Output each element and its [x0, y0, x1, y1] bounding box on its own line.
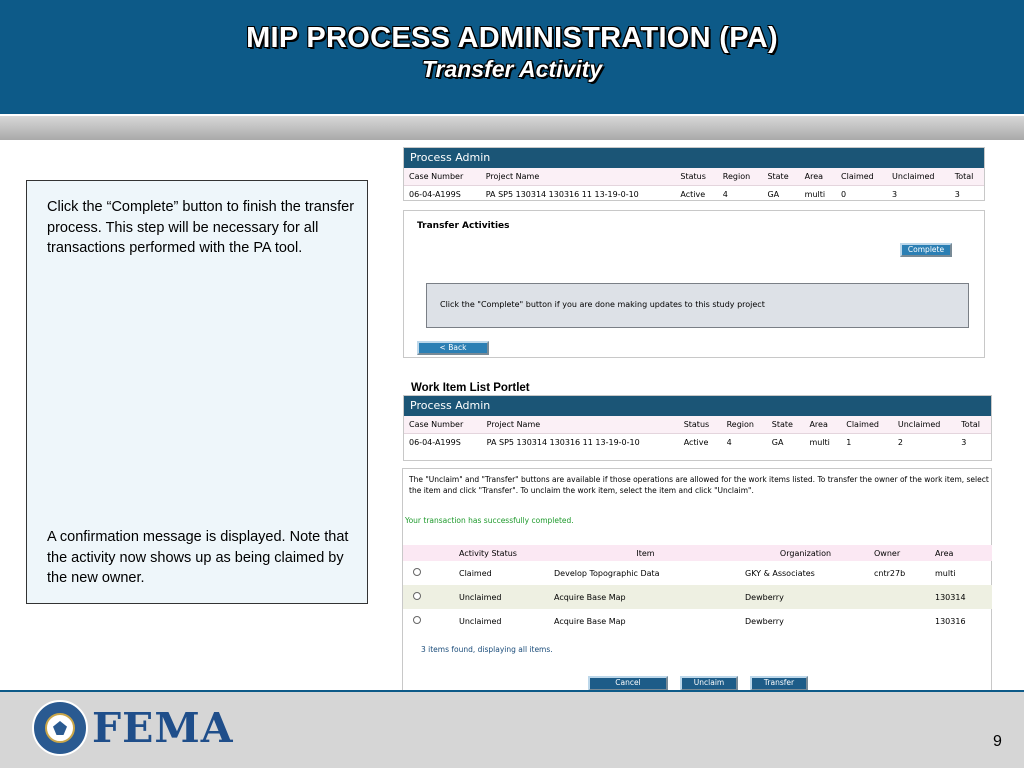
cell-activity-status: Unclaimed	[459, 616, 502, 626]
row-radio[interactable]	[413, 616, 421, 624]
cell-area: 130314	[931, 585, 992, 609]
cell-owner	[870, 609, 931, 633]
cancel-button[interactable]: Cancel	[588, 676, 668, 691]
cell-owner	[870, 585, 931, 609]
cell-claimed: 1	[846, 438, 852, 447]
cell-status: Active	[680, 190, 706, 199]
work-items-header-row	[403, 545, 992, 561]
process-admin-header: Process Admin	[404, 396, 991, 416]
success-message: Your transaction has successfully completed.	[405, 516, 574, 525]
cell-organization: GKY & Associates	[745, 568, 815, 578]
unclaim-button[interactable]: Unclaim	[680, 676, 738, 691]
cell-case-number: 06-04-A199S	[409, 190, 461, 199]
col-total: Total	[956, 416, 991, 434]
cell-total: 3	[961, 438, 967, 447]
slide-subtitle: Transfer Activity	[421, 56, 603, 82]
table-row[interactable]	[403, 609, 992, 633]
col-unclaimed: Unclaimed	[887, 168, 950, 186]
slide-title: MIP PROCESS ADMINISTRATION (PA)	[246, 22, 778, 54]
process-admin-summary-top	[403, 147, 985, 201]
work-item-list	[402, 468, 992, 696]
cell-activity-status: Unclaimed	[455, 585, 550, 609]
col-status: Status	[675, 168, 717, 186]
case-table	[404, 416, 991, 451]
cell-status: Active	[683, 438, 709, 447]
cell-case-number: 06-04-A199S	[409, 438, 461, 447]
cell-unclaimed: 2	[897, 438, 903, 447]
col-owner: Owner	[870, 545, 931, 561]
page-number: 9	[993, 733, 1002, 750]
cell-area: 130316	[935, 616, 966, 626]
case-table-header-row	[404, 168, 984, 186]
col-project-name: Project Name	[482, 416, 679, 434]
cell-item: Acquire Base Map	[550, 585, 741, 609]
instruction-panel	[26, 180, 368, 604]
cell-item: Develop Topographic Data	[554, 568, 660, 578]
instruction-text-confirmation: A confirmation message is displayed. Note that the activity now shows up as being claimed by the new owner.	[47, 529, 349, 586]
footer-divider	[0, 690, 1024, 692]
slide-header	[0, 0, 1024, 114]
instruction-text-complete: Click the “Complete” button to finish the transfer process. This step will be necessary for all transactions performed with the PA tool.	[47, 199, 355, 256]
row-select-cell	[403, 609, 455, 633]
cell-area: multi	[935, 568, 956, 578]
case-table-header-row	[404, 416, 991, 434]
transfer-activities-title: Transfer Activities	[417, 221, 510, 231]
items-found-text: 3 items found, displaying all items.	[421, 645, 553, 654]
col-area: Area	[804, 416, 841, 434]
col-activity-status: Activity Status	[455, 545, 550, 561]
process-admin-header: Process Admin	[404, 148, 984, 168]
col-organization: Organization	[741, 545, 870, 561]
complete-message: Click the "Complete" button if you are done making updates to this study project	[426, 283, 969, 328]
col-region: Region	[718, 168, 763, 186]
portlet-label: Work Item List Portlet	[411, 382, 530, 394]
work-item-instructions: The "Unclaim" and "Transfer" buttons are available if those operations are allowed for the work items listed. To transfer the owner of the work item, select the item and click "Transfer". To unclaim the work item, select the item and click "Unclaim".	[409, 475, 989, 495]
fema-logo: FEMA	[92, 704, 234, 752]
cell-item: Acquire Base Map	[554, 616, 626, 626]
work-items-table	[403, 545, 992, 633]
col-state: State	[767, 416, 805, 434]
col-claimed: Claimed	[836, 168, 887, 186]
cell-claimed: 0	[841, 190, 847, 199]
cell-owner: cntr27b	[874, 568, 906, 578]
cell-project-name: PA SP5 130314 130316 11 13-19-0-10	[486, 438, 640, 447]
row-radio[interactable]	[413, 568, 421, 576]
row-radio[interactable]	[413, 592, 421, 600]
cell-total: 3	[954, 190, 960, 199]
back-button[interactable]: < Back	[417, 341, 489, 355]
cell-area: multi	[804, 190, 826, 199]
col-unclaimed: Unclaimed	[893, 416, 956, 434]
col-status: Status	[679, 416, 722, 434]
col-project-name: Project Name	[481, 168, 676, 186]
col-area: Area	[800, 168, 836, 186]
cell-state: GA	[771, 438, 784, 447]
cell-organization: Dewberry	[745, 616, 784, 626]
process-admin-summary-bottom	[403, 395, 992, 461]
cell-unclaimed: 3	[892, 190, 898, 199]
row-select-cell	[403, 585, 455, 609]
table-row	[404, 186, 984, 204]
transfer-activities-panel	[403, 210, 985, 358]
col-area: Area	[931, 545, 992, 561]
table-row[interactable]	[403, 585, 992, 609]
col-state: State	[762, 168, 799, 186]
cell-region: 4	[722, 190, 728, 199]
cell-area: multi	[809, 438, 830, 447]
col-item: Item	[550, 545, 741, 561]
header-band	[0, 114, 1024, 142]
col-total: Total	[950, 168, 984, 186]
row-select-cell	[403, 561, 455, 585]
col-case-number: Case Number	[404, 416, 482, 434]
transfer-button[interactable]: Transfer	[750, 676, 808, 691]
dhs-seal-icon	[32, 700, 88, 756]
cell-region: 4	[726, 438, 732, 447]
col-claimed: Claimed	[841, 416, 893, 434]
col-select	[403, 545, 455, 561]
col-case-number: Case Number	[404, 168, 481, 186]
table-row[interactable]	[403, 561, 992, 585]
cell-activity-status: Claimed	[459, 568, 492, 578]
complete-button[interactable]: Complete	[900, 243, 952, 257]
cell-project-name: PA SP5 130314 130316 11 13-19-0-10	[485, 190, 639, 199]
table-row	[404, 434, 991, 452]
cell-organization: Dewberry	[741, 585, 870, 609]
case-table	[404, 168, 984, 203]
cell-state: GA	[767, 190, 780, 199]
col-region: Region	[722, 416, 767, 434]
